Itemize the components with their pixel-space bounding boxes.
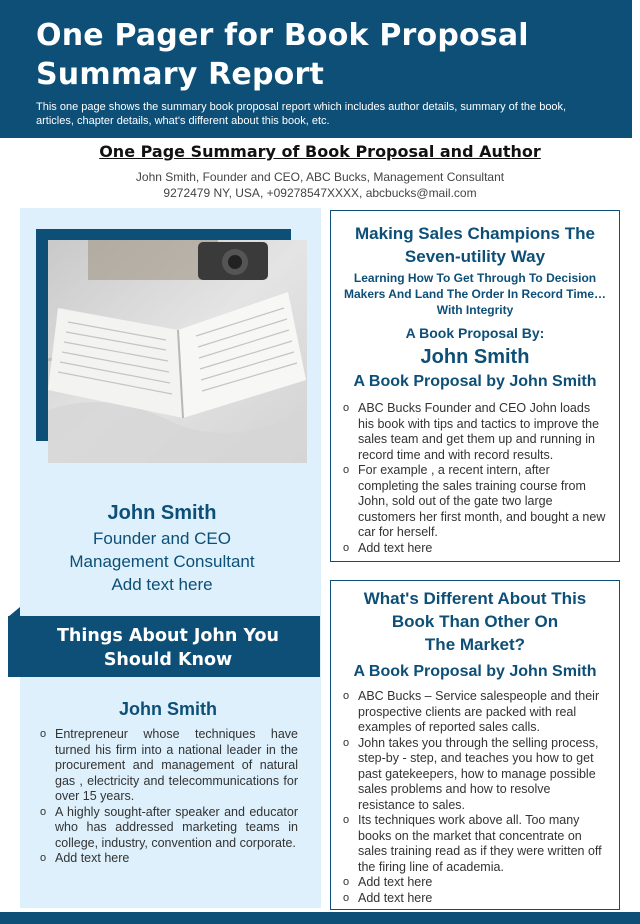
things-banner [8,616,320,677]
proposal-label: A Book Proposal by John Smith [353,373,597,390]
whats-different-line-2: Book Than Other On [391,612,559,631]
title-line-2: Summary Report [36,57,324,92]
title-line-1: One Pager for Book Proposal [36,18,529,53]
list-item: o Entrepreneur whose techniques have turned his firm into a national leader in the procurement and management of natural gas , electricity and telecommunications for over 15 years. [38,727,298,805]
header-description: This one page shows the summary book proposal report which includes author details, summary of the book, articles, chapter details, what's different about this book, etc. [36,101,567,127]
proposal-by-label: A Book Proposal By: [405,325,545,341]
open-book-image [48,240,307,463]
things-heading-line-2: Should Know [103,650,233,670]
list-item: o Add text here [341,875,609,891]
summary-list [341,401,609,556]
header-banner [0,0,632,138]
whats-different-card [330,580,620,910]
book-subtitle-line-1: Learning How To Get Through To Decision [353,271,597,285]
proposal-label: A Book Proposal by John Smith [353,663,597,680]
proposal-author-name: John Smith [420,346,530,368]
contact-line-2: 9272479 NY, USA, +09278547XXXX, abcbucks@mail.com [163,186,477,200]
list-item: o A highly sought-after speaker and educator who has addressed marketing teams in college, industry, convention and corporate. [38,805,298,852]
list-item: o Its techniques work above all. Too many books on the market that concentrate on sales training read as if they were written off the firing line of academia. [341,813,609,875]
contact-line-1: John Smith, Founder and CEO, ABC Bucks, Management Consultant [135,170,505,184]
whats-different-title [331,587,619,656]
whats-different-line-3: The Market? [424,635,526,654]
author-add-text: Add text here [111,575,213,594]
book-summary-card [330,210,620,562]
book-title-line-2: Seven-utility Way [404,247,546,266]
things-heading-line-1: Things About John You [57,626,279,646]
book-subtitle-line-2: Makers And Land The Order In Record Time… [343,287,607,301]
things-heading [8,624,328,672]
things-name: John Smith [119,699,217,719]
whats-different-line-1: What's Different About This [363,589,587,608]
page-title [36,16,596,94]
author-name: John Smith [107,502,217,524]
list-item: o Add text here [341,891,609,907]
book-subtitle [331,270,619,318]
different-list [341,689,609,906]
footer-bar [0,912,640,924]
author-role: Founder and CEO [93,529,231,548]
list-item: o ABC Bucks – Service salespeople and their prospective clients are packed with real examples of reported sales calls. [341,689,609,736]
list-item: o For example , a recent intern, after completing the sales training course from John, sold out of the gate two large customers her first month, and bought a new car for herself. [341,463,609,541]
open-book-photo [48,240,307,463]
book-title-line-1: Making Sales Champions The [355,224,595,243]
list-item: o John takes you through the selling process, step-by - step, and teaches you how to get past gatekeepers, how to manage possible sales problems and how to resolve resistance to sales. [341,736,609,814]
book-subtitle-line-3: With Integrity [436,303,514,317]
summary-heading: One Page Summary of Book Proposal and Author [99,142,541,161]
book-title [331,222,619,268]
list-item: o Add text here [38,851,298,867]
things-list [38,727,298,867]
author-title: Management Consultant [69,552,255,571]
list-item: o ABC Bucks Founder and CEO John loads his book with tips and tactics to improve the sales team and get them up and running in record time and with record results. [341,401,609,463]
list-item: o Add text here [341,541,609,557]
